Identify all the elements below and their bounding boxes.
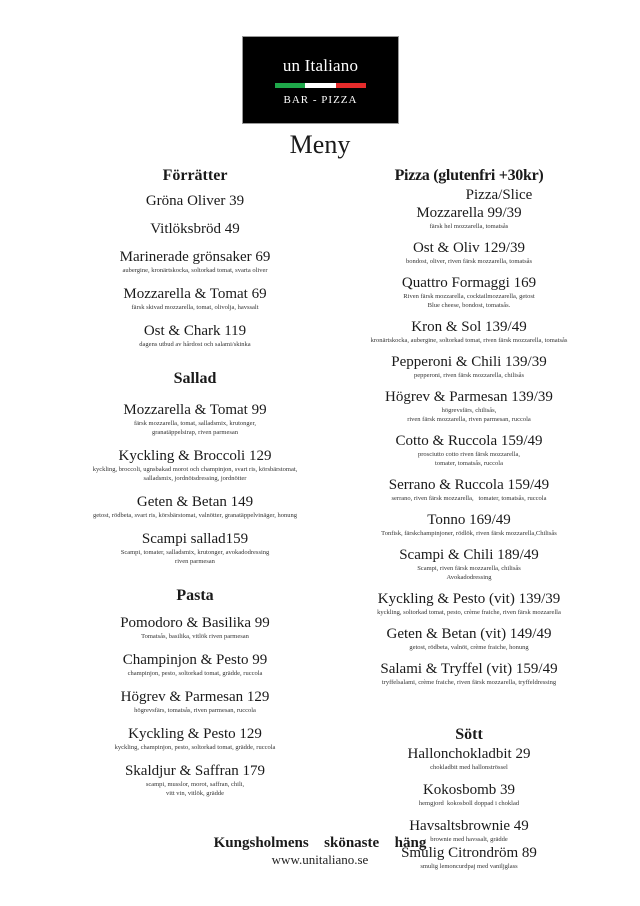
menu-item bbox=[60, 725, 330, 752]
menu-item bbox=[338, 274, 600, 310]
item-description: prosciutto cotto riven färsk mozzarella, bbox=[418, 451, 520, 458]
item-name: Högrev & Parmesan 129 bbox=[120, 689, 270, 705]
item-description: högrevsfärs, tomatsås, riven parmesan, ruccola bbox=[134, 707, 256, 714]
item-description: Blue cheese, bondost, tomatsås. bbox=[427, 302, 511, 309]
item-description: högrevsfärs, chilisås, bbox=[441, 407, 497, 414]
restaurant-logo bbox=[243, 37, 398, 123]
menu-item bbox=[60, 220, 330, 238]
menu-item bbox=[60, 401, 330, 437]
item-name: Mozzarella 99/39 bbox=[416, 205, 522, 221]
item-name: Vitlöksbröd 49 bbox=[150, 221, 240, 237]
item-description: Scampi, tomater, salladsmix, krutonger, avokadodressing bbox=[120, 549, 270, 556]
menu-item bbox=[60, 530, 330, 566]
item-description: hemgjord kokosboll doppad i choklad bbox=[418, 800, 520, 807]
item-description: kronärtskocka, aubergine, soltorkad tomat, riven färsk mozzarella, tomatsås bbox=[370, 337, 568, 344]
logo-subtitle: BAR - PIZZA bbox=[283, 94, 358, 106]
item-name: Mozzarella & Tomat 99 bbox=[123, 402, 267, 418]
item-name: Kokosbomb 39 bbox=[422, 782, 516, 798]
item-name: Pepperoni & Chili 139/39 bbox=[391, 354, 547, 370]
item-name: Geten & Betan 149 bbox=[136, 494, 254, 510]
item-description: Avokadodressing bbox=[446, 574, 492, 581]
item-name: Mozzarella & Tomat 69 bbox=[123, 286, 267, 302]
item-name: Kyckling & Pesto 129 bbox=[128, 726, 262, 742]
item-name: Ost & Oliv 129/39 bbox=[412, 240, 526, 256]
menu-item bbox=[338, 388, 600, 424]
item-description: Riven färsk mozzarella, cocktailmozzarella, getost bbox=[403, 293, 535, 300]
item-description: granatäppelsirap, riven parmesan bbox=[151, 429, 239, 436]
pizza-slice-label: Pizza/Slice bbox=[465, 187, 533, 203]
item-name: Champinjon & Pesto 99 bbox=[122, 652, 268, 668]
section-title: Pizza (glutenfri +30kr) bbox=[394, 167, 544, 184]
menu-item bbox=[338, 239, 600, 266]
menu-item bbox=[338, 590, 600, 617]
menu-item bbox=[60, 493, 330, 520]
section-title: Sallad bbox=[173, 370, 217, 387]
item-name: Geten & Betan (vit) 149/49 bbox=[386, 626, 552, 642]
item-name: Quattro Formaggi 169 bbox=[401, 275, 537, 291]
item-name: Smulig Citrondröm 89 bbox=[401, 845, 537, 861]
menu-item bbox=[60, 688, 330, 715]
item-name: Marinerade grönsaker 69 bbox=[119, 249, 271, 265]
menu-item bbox=[338, 511, 600, 538]
item-description: kyckling, broccoli, ugnsbakad morot och champinjon, svart ris, körsbärstomat, bbox=[92, 466, 298, 473]
item-description: riven parmesan bbox=[175, 558, 215, 565]
item-description: tryffelsalami, crème fraiche, riven färsk mozzarella, tryffeldressing bbox=[381, 679, 557, 686]
flag-white bbox=[305, 83, 335, 88]
menu-item bbox=[60, 322, 330, 349]
menu-item bbox=[60, 285, 330, 312]
item-name: Scampi & Chili 189/49 bbox=[399, 547, 539, 563]
item-description: Tonfisk, färskchampinjoner, rödlök, riven färsk mozzarella,Chilisås bbox=[381, 530, 557, 537]
item-name: Ost & Chark 119 bbox=[143, 323, 247, 339]
menu-item bbox=[60, 447, 330, 483]
item-description: bondost, oliver, riven färsk mozzarella, tomatsås bbox=[405, 258, 533, 265]
menu-item bbox=[338, 745, 600, 772]
section-title: Pasta bbox=[176, 587, 214, 604]
item-description: serrano, riven färsk mozzarella, tomater, tomatsås, ruccola bbox=[391, 495, 547, 502]
item-description: kyckling, soltorkad tomat, pesto, crème fraiche, riven färsk mozzarella bbox=[377, 609, 561, 616]
item-description: tomater, tomatsås, ruccola bbox=[435, 460, 503, 467]
menu-item bbox=[60, 762, 330, 798]
item-description: vitt vin, vitlök, grädde bbox=[166, 790, 224, 797]
section-forratter bbox=[60, 166, 330, 349]
menu-item bbox=[338, 432, 600, 468]
menu-item bbox=[338, 353, 600, 380]
menu-item bbox=[60, 614, 330, 641]
menu-item bbox=[338, 476, 600, 503]
footer bbox=[0, 834, 640, 868]
item-description: riven färsk mozzarella, riven parmesan, ruccola bbox=[407, 416, 531, 423]
menu-item bbox=[338, 625, 600, 652]
item-name: Högrev & Parmesan 139/39 bbox=[385, 389, 553, 405]
section-title: Förrätter bbox=[162, 167, 228, 184]
item-description: getost, rödbeta, svart ris, körsbärstomat, valnötter, granatäppelvinäger, honung bbox=[93, 512, 297, 519]
menu-item bbox=[338, 660, 600, 687]
item-name: Skaldjur & Saffran 179 bbox=[124, 763, 266, 779]
italian-flag-stripe bbox=[275, 83, 366, 88]
item-name: Havsaltsbrownie 49 bbox=[409, 818, 529, 834]
section-pasta bbox=[60, 586, 330, 798]
menu-item bbox=[338, 781, 600, 808]
item-description: färsk skivad mozzarella, tomat, olivolja, havssalt bbox=[131, 304, 259, 311]
item-description: salladsmix, jordnötsdressing, jordnötter bbox=[143, 475, 247, 482]
item-description: aubergine, kronärtskocka, soltorkad tomat, svarta oliver bbox=[122, 267, 268, 274]
menu-item bbox=[60, 651, 330, 678]
item-name: Kyckling & Pesto (vit) 139/39 bbox=[377, 591, 561, 607]
menu-item bbox=[338, 204, 600, 231]
item-description: pepperoni, riven färsk mozzarella, chilisås bbox=[413, 372, 525, 379]
item-name: Tonno 169/49 bbox=[427, 512, 511, 528]
item-name: Kyckling & Broccoli 129 bbox=[118, 448, 272, 464]
item-description: färsk hel mozzarella, tomatsås bbox=[429, 223, 509, 230]
item-name: Kron & Sol 139/49 bbox=[411, 319, 527, 335]
item-name: Gröna Oliver 39 bbox=[145, 193, 245, 209]
menu-item bbox=[60, 192, 330, 210]
item-description: smulig lemoncurdpaj med vaniljglass bbox=[420, 863, 518, 870]
item-name: Serrano & Ruccola 159/49 bbox=[388, 477, 550, 493]
item-description: champinjon, pesto, soltorkad tomat, grädde, ruccola bbox=[127, 670, 263, 677]
menu-item bbox=[338, 318, 600, 345]
menu-item bbox=[338, 546, 600, 582]
item-description: färsk mozzarella, tomat, salladsmix, krutonger, bbox=[133, 420, 257, 427]
item-description: kyckling, champinjon, pesto, soltorkad tomat, grädde, ruccola bbox=[114, 744, 276, 751]
item-description: Scampi, riven färsk mozzarella, chilisås bbox=[417, 565, 521, 572]
item-description: dagens utbud av hårdost och salami/skinka bbox=[139, 341, 251, 348]
footer-slogan: Kungsholmens skönaste häng bbox=[213, 835, 427, 851]
item-name: Hallonchokladbit 29 bbox=[407, 746, 531, 762]
menu-item bbox=[60, 248, 330, 275]
item-name: Salami & Tryffel (vit) 159/49 bbox=[380, 661, 558, 677]
flag-red bbox=[336, 83, 366, 88]
item-name: Cotto & Ruccola 159/49 bbox=[395, 433, 543, 449]
item-name: Pomodoro & Basilika 99 bbox=[120, 615, 270, 631]
flag-green bbox=[275, 83, 305, 88]
item-description: Tomatsås, basilika, vitlök riven parmesan bbox=[141, 633, 249, 640]
left-column bbox=[60, 166, 330, 798]
item-name: Scampi sallad159 bbox=[141, 531, 249, 547]
page-title: Meny bbox=[289, 130, 351, 159]
item-description: getost, rödbeta, valnöt, crème fraiche, honung bbox=[409, 644, 529, 651]
section-title: Sött bbox=[455, 726, 483, 743]
section-pizza bbox=[338, 166, 600, 687]
item-description: scampi, musslor, morot, saffran, chili, bbox=[145, 781, 245, 788]
item-description: brownie med havssalt, grädde bbox=[430, 836, 508, 843]
item-description: chokladbit med hallonströssel bbox=[430, 764, 508, 771]
right-column bbox=[338, 166, 600, 871]
logo-name: un Italiano bbox=[282, 56, 359, 75]
website-link[interactable]: www.unitaliano.se bbox=[271, 852, 369, 867]
section-sallad bbox=[60, 369, 330, 566]
